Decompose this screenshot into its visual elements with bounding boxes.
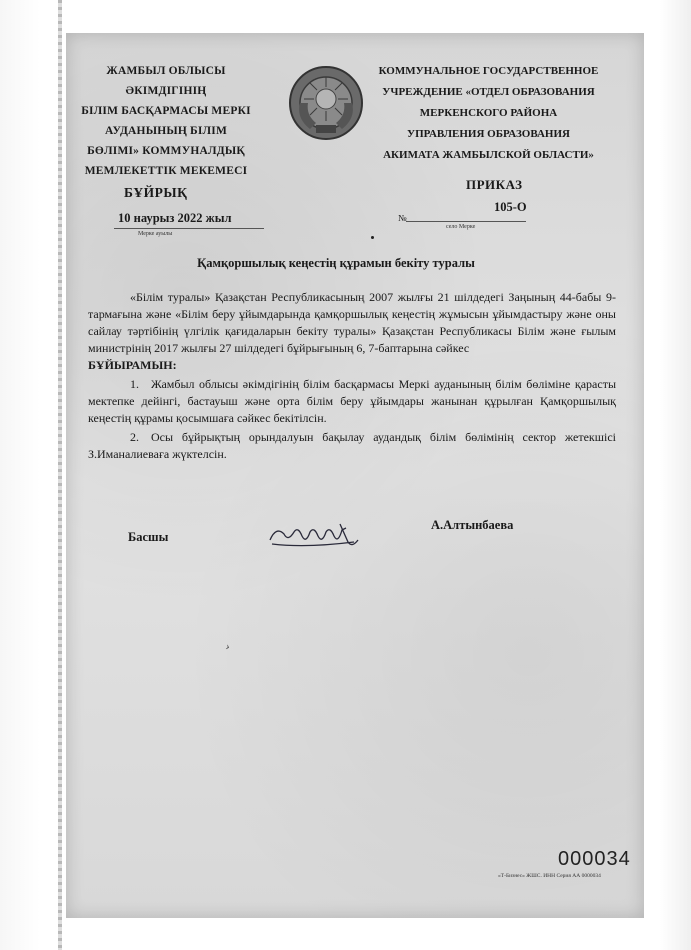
ink-dot <box>371 236 374 239</box>
header-right-line: АКИМАТА ЖАМБЫЛСКОЙ ОБЛАСТИ» <box>383 149 594 161</box>
header-left-line: БӨЛІМІ» КОММУНАЛДЫҚ <box>87 145 245 157</box>
signatory-role: Басшы <box>128 530 169 544</box>
handwritten-signature-icon <box>266 518 366 554</box>
order-date: 10 наурыз 2022 жыл <box>118 211 232 225</box>
date-underline <box>114 228 264 229</box>
printer-note: «Т-Бизнес» ЖШС. ИНН Серия АА 0000034 <box>498 873 601 879</box>
header-right-line: УЧРЕЖДЕНИЕ «ОТДЕЛ ОБРАЗОВАНИЯ <box>382 86 595 98</box>
order-number: 105-О <box>494 200 527 214</box>
preamble-paragraph: «Білім туралы» Қазақстан Республикасының 2007 жылғы 21 шілдедегі Заңының 44-бабы 9-тармағына және «Білім беру ұйымдарында қамқоршылық кеңестің жұмысын ұйымдастыру және оны сайлау тәртібінің үлгілік қағидаларын бекіту туралы» Қазақстан Республикасы Білім және ғылым министрінің 2017 жылғы 27 шілдедегі бұйрығының 6, 7-баптарына сәйкес <box>88 290 616 355</box>
state-emblem-icon <box>286 63 366 143</box>
stray-ink-mark: › <box>223 638 233 654</box>
header-left-line: МЕМЛЕКЕТТІК МЕКЕМЕСІ <box>84 165 248 177</box>
header-left-line: БІЛІМ БАСҚАРМАСЫ МЕРКІ <box>81 105 251 117</box>
city-label-kz: Мерке ауылы <box>138 231 173 237</box>
header-right-org <box>366 61 611 166</box>
header-right-line: МЕРКЕНСКОГО РАЙОНА <box>419 107 558 119</box>
header-right-line: КОММУНАЛЬНОЕ ГОСУДАРСТВЕННОЕ <box>378 65 599 77</box>
order-item: 2. Осы бұйрықтың орындалуын бақылау аудандық білім бөлімінің сектор жетекшісі З.Иманалиеваға жүктелсін. <box>88 430 616 461</box>
header-left-org <box>66 61 266 181</box>
header-left-line: АУДАНЫНЫҢ БІЛІМ <box>104 125 228 137</box>
order-item: 1. Жамбыл облысы әкімдігінің білім басқармасы Меркі ауданының білім бөліміне қарасты мектепке дейінгі, бастауыш және орта білім беру ұйымдары жанынан құрылған Қамқоршылық кеңестің құрамы қосымшаға сәйкес бекітілсін. <box>88 377 616 425</box>
order-word: БҰЙЫРАМЫН: <box>88 358 177 372</box>
serial-number: 000034 <box>558 848 631 870</box>
order-label-ru: ПРИКАЗ <box>466 177 523 192</box>
number-sign: № <box>398 213 407 223</box>
document-body <box>88 289 616 463</box>
header-left-line: ЖАМБЫЛ ОБЛЫСЫ ӘКІМДІГІНІҢ <box>106 65 226 97</box>
city-label-ru: село Мерке <box>446 224 476 230</box>
document-title: Қамқоршылық кеңестің құрамын бекіту туралы <box>197 256 475 270</box>
document-sheet <box>66 33 644 918</box>
signatory-name: А.Алтынбаева <box>431 518 514 532</box>
scan-edge-strip <box>58 0 62 950</box>
order-label-kz: БҰЙРЫҚ <box>124 185 188 200</box>
number-underline <box>406 221 526 222</box>
header-right-line: УПРАВЛЕНИЯ ОБРАЗОВАНИЯ <box>407 128 570 140</box>
